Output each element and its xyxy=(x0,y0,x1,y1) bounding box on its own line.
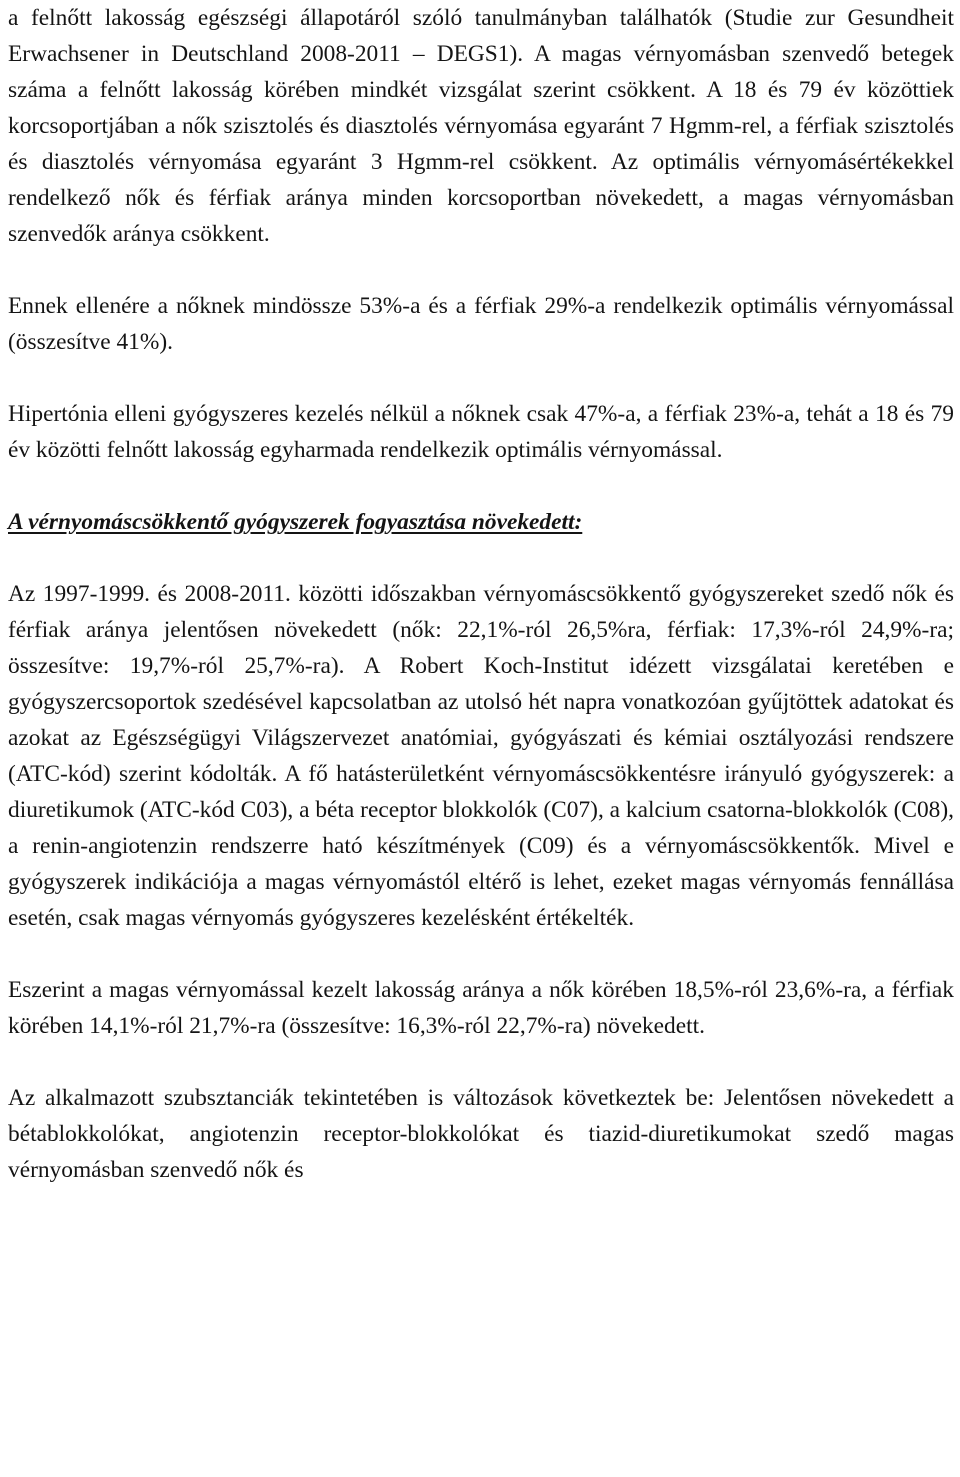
document-page xyxy=(8,0,954,1188)
paragraph-treated-population: Eszerint a magas vérnyomással kezelt lakosság aránya a nők körében 18,5%-ról 23,6%-ra, a férfiak körében 14,1%-ról 21,7%-ra (összesítve: 16,3%-ról 22,7%-ra) növekedett. xyxy=(8,977,954,1039)
paragraph-medication-use: Az 1997-1999. és 2008-2011. közötti időszakban vérnyomáscsökkentő gyógyszereket szedő nők és férfiak aránya jelentősen növekedett (nők: 22,1%-ról 26,5%ra, férfiak: 17,3%-ról 24,9%-ra; összesítve: 19,7%-ról 25,7%-ra). A Robert Koch-Institut idézett vizsgálatai keretében e gyógyszercsoportok szedésével kapcsolatban az utolsó hét napra vonatkozóan gyűjtöttek adatokat és azokat az Egészségügyi Világszervezet anatómiai, gyógyászati és kémiai osztályozási rendszere (ATC-kód) szerint kódolták. A fő hatásterületként vérnyomáscsökkentésre irányuló gyógyszerek: a diuretikumok (ATC-kód C03), a béta receptor blokkolók (C07), a kalcium csatorna-blokkolók (C08), a renin-angiotenzin rendszerre ható készítmények (C09) és a vérnyomáscsökkentők. Mivel e gyógyszerek indikációja a magas vérnyomástól eltérő is lehet, ezeket magas vérnyomás fennállása esetén, csak magas vérnyomás gyógyszeres kezelésként értékelték. xyxy=(8,581,954,931)
section-heading: A vérnyomáscsökkentő gyógyszerek fogyasztása növekedett: xyxy=(8,509,583,535)
paragraph-hypertension-trend: a felnőtt lakosság egészségi állapotáról szóló tanulmányban találhatók (Studie zur Gesundheit Erwachsener in Deutschland 2008-2011 – DEGS1). A magas vérnyomásban szenvedő betegek száma a felnőtt lakosság körében mindkét vizsgálat szerint csökkent. A 18 és 79 év közöttiek korcsoportjában a nők szisztolés és diasztolés vérnyomása egyaránt 7 Hgmm-rel, a férfiak szisztolés és diasztolés vérnyomása egyaránt 3 Hgmm-rel csökkent. Az optimális vérnyomásértékekkel rendelkező nők és férfiak aránya minden korcsoportban növekedett, a magas vérnyomásban szenvedők aránya csökkent. xyxy=(8,5,954,247)
paragraph-untreated-optimal-bp: Hipertónia elleni gyógyszeres kezelés nélkül a nőknek csak 47%-a, a férfiak 23%-a, tehát a 18 és 79 év közötti felnőtt lakosság egyharmada rendelkezik optimális vérnyomással. xyxy=(8,401,954,463)
paragraph-optimal-bp-share: Ennek ellenére a nőknek mindössze 53%-a és a férfiak 29%-a rendelkezik optimális vérnyomással (összesítve 41%). xyxy=(8,293,954,355)
paragraph-substance-changes: Az alkalmazott szubsztanciák tekintetében is változások következtek be: Jelentősen növekedett a bétablokkolókat, angiotenzin receptor-blokkolókat és tiazid-diuretikumokat szedő magas vérnyomásban szenvedő nők és xyxy=(8,1085,954,1183)
